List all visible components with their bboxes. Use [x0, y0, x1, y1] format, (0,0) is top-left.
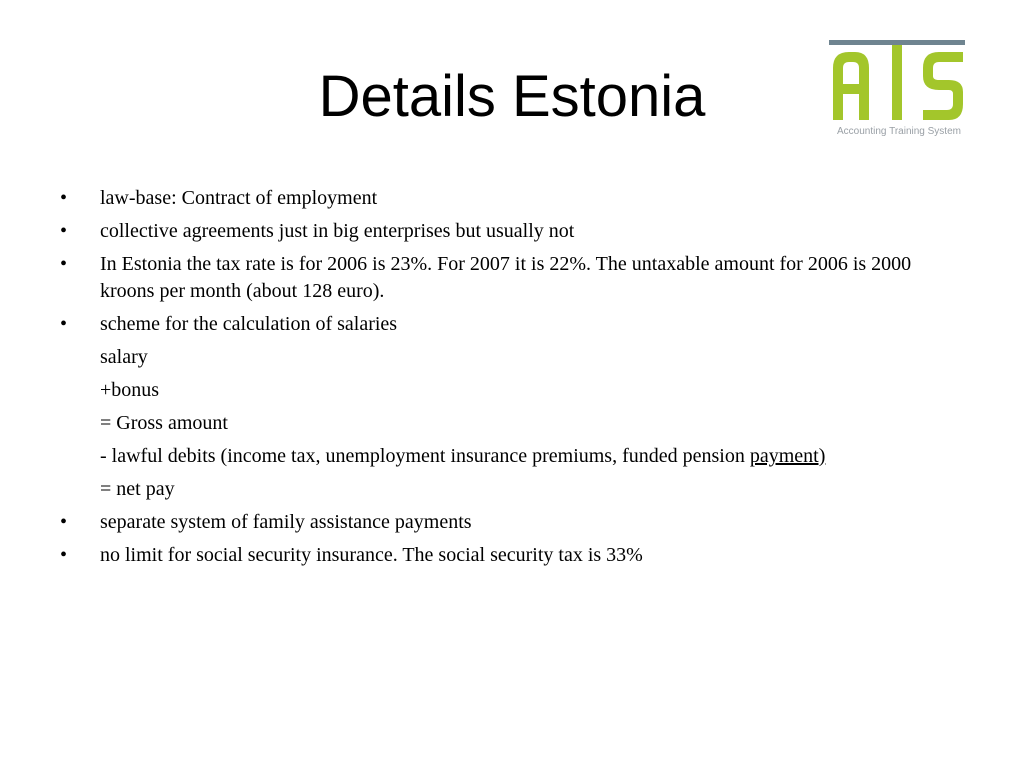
list-item-text: scheme for the calculation of salaries [100, 313, 398, 335]
ats-logo-icon [829, 38, 969, 128]
list-item-text: law-base: Contract of employment [100, 187, 378, 209]
ats-logo [829, 38, 969, 146]
list-item-social-security [60, 542, 970, 569]
bullet: • [60, 544, 68, 566]
list-item-salary-scheme [60, 311, 970, 338]
scheme-line-lawful-debits [60, 443, 970, 470]
bullet: • [60, 187, 68, 209]
scheme-line-gross-amount [60, 410, 970, 437]
list-item-text: collective agreements just in big enterprises but usually not [100, 220, 575, 242]
scheme-line-text: +bonus [100, 379, 160, 401]
scheme-line-salary [60, 344, 970, 371]
list-item-text: In Estonia the tax rate is for 2006 is 23%. For 2007 it is 22%. The untaxable amount for 2006 is 2000 kroons per month (about 128 euro). [100, 253, 912, 302]
scheme-line-net-pay [60, 476, 970, 503]
slide-body [60, 185, 970, 575]
scheme-line-text: salary [100, 346, 148, 368]
list-item-collective-agreements [60, 218, 970, 245]
bullet: • [60, 220, 68, 242]
bullet: • [60, 253, 68, 275]
bullet: • [60, 511, 68, 533]
slide-title: Details Estonia [318, 64, 706, 129]
scheme-line-text: = Gross amount [100, 412, 228, 434]
list-item-tax-rate [60, 251, 970, 305]
list-item-family-assistance [60, 509, 970, 536]
scheme-line-text: = net pay [100, 478, 175, 500]
bullet: • [60, 313, 68, 335]
logo-caption: Accounting Training System [837, 126, 961, 137]
scheme-line-underlined-text: payment) [749, 445, 826, 467]
list-item-text: no limit for social security insurance. The social security tax is 33% [100, 544, 643, 566]
scheme-line-text: - lawful debits (income tax, unemployment insurance premiums, funded pension [100, 445, 750, 467]
list-item-text: separate system of family assistance payments [100, 511, 472, 533]
scheme-line-bonus [60, 377, 970, 404]
list-item-law-base [60, 185, 970, 212]
